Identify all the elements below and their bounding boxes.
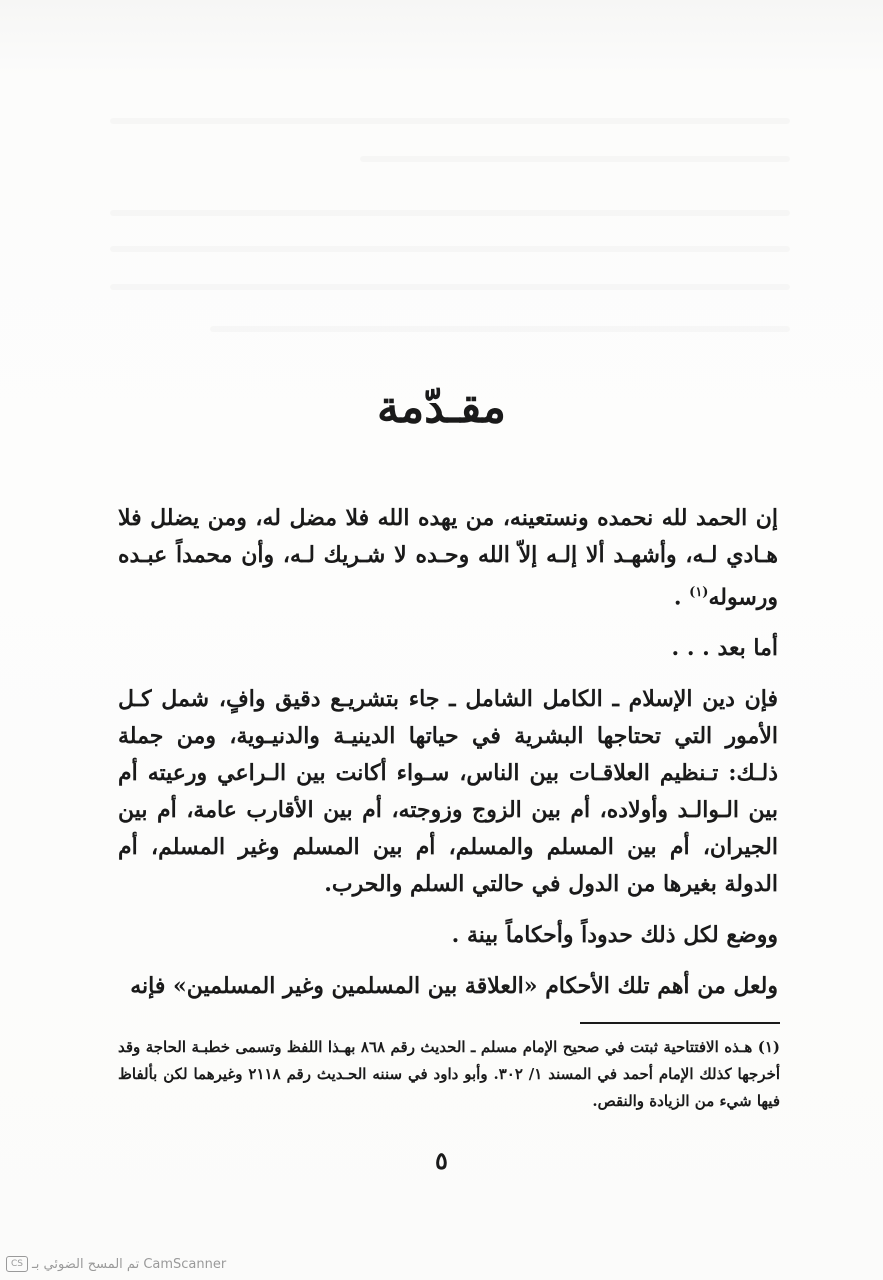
paragraph-opening-text: إن الحمد لله نحمده ونستعينه، من يهده الله فلا مضل له، ومن يضلل فلا هـادي لـه، وأشهـد ألا إلـه إلاّ الله وحـده لا شـريك لـه، وأن محمداً عبـده ورسوله xyxy=(118,505,778,611)
camscanner-watermark xyxy=(6,1256,226,1272)
bleed-through-line xyxy=(110,284,790,290)
watermark-text: تم المسح الضوئي بـ CamScanner xyxy=(32,1256,227,1272)
paragraph-opening-end: . xyxy=(673,584,690,611)
bleed-through-line xyxy=(110,118,790,124)
paragraph-relations: ولعل من أهم تلك الأحكام «العلاقة بين المسلمين وغير المسلمين» فإنه xyxy=(130,973,778,1000)
paragraph-opening xyxy=(118,500,778,616)
footnote: (١) هـذه الافتتاحية ثبتت في صحيح الإمام مسلم ـ الحديث رقم ٨٦٨ بهـذا اللفظ وتسمى خطبـة الحاجة وقد أخرجها كذلك الإمام أحمد في المسند ١/ ٣٠٢. وأبو داود في سننه الحـديث رقم ٢١١٨ وغيرهما لكن بألفاظ فيها شيء من الزيادة والنقص. xyxy=(118,1038,781,1110)
camscanner-logo-icon: CS xyxy=(6,1256,28,1272)
footnote-marker: (١) xyxy=(689,585,709,600)
page-title: مقـدّمة xyxy=(377,382,506,433)
footnote-separator xyxy=(580,1022,780,1024)
paragraph-islam: فإن دين الإسلام ـ الكامل الشامل ـ جاء بتشريـع دقيق وافٍ، شمل كـل الأمور التي تحتاجها البشرية في حياتها الدينيـة والدنيـوية، ومن جملة ذلـك: تـنظيم العلاقـات بين الناس، سـواء أكانت بين الـراعي ورعيته أم بين الـوالـد وأولاده، أم بين الزوج وزوجته، أم بين الأقارب عامة، أم بين الجيران، أم بين المسلم والمسلم، أم بين المسلم وغير المسلم، أم الدولة بغيرها من الدول في حالتي السلم والحرب. xyxy=(118,686,778,898)
paragraph-amma-bad: أما بعد . . . xyxy=(671,635,778,662)
page-number: ٥ xyxy=(435,1146,448,1175)
body-text xyxy=(118,500,778,1019)
bleed-through-line xyxy=(210,326,790,332)
paragraph-limits: ووضع لكل ذلك حدوداً وأحكاماً بينة . xyxy=(451,922,778,949)
bleed-through-line xyxy=(110,210,790,216)
bleed-through-line xyxy=(110,246,790,252)
bleed-through-line xyxy=(360,156,790,162)
